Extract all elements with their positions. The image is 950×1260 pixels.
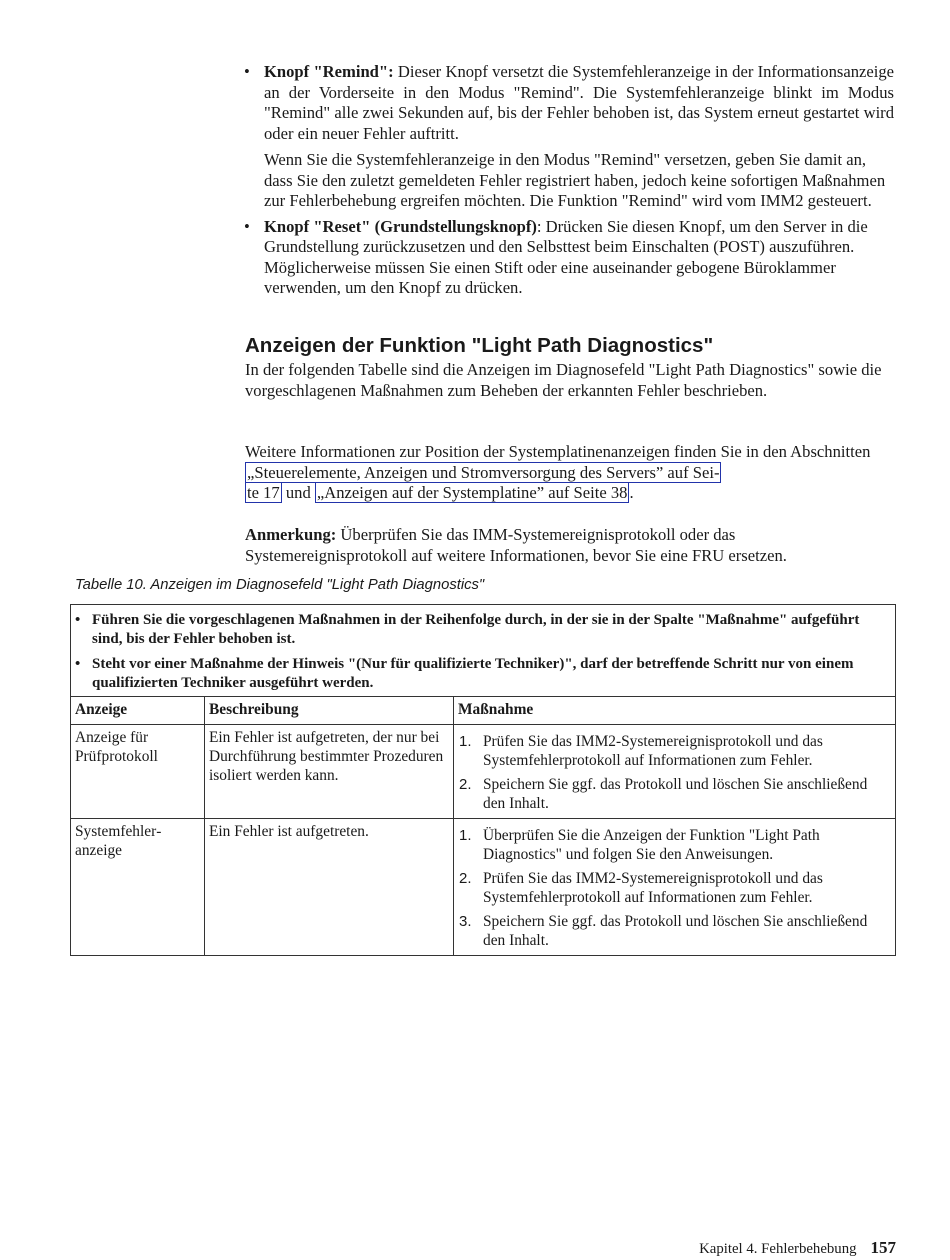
table-row	[71, 819, 896, 956]
description-cell: Ein Fehler ist aufgetreten, der nur bei Durchführung bestimmter Prozeduren isoliert werden kann.	[205, 725, 454, 819]
action-step: 3. Speichern Sie ggf. das Protokoll und löschen Sie anschließend den Inhalt.	[459, 913, 868, 949]
bullet-icon: •	[244, 62, 250, 81]
column-header-indicator: Anzeige	[71, 697, 205, 725]
action-cell	[454, 819, 896, 956]
table-row	[71, 725, 896, 819]
table-notes-row	[71, 605, 896, 697]
table-header-row	[71, 697, 896, 725]
remind-text: Dieser Knopf versetzt die Systemfehleranzeige in der Informationsanzeige an der Vorderseite in den Modus "Remind". Die Systemfehleranzeige blinkt im Modus "Remind" alle zwei Sekunden auf, bis der Fehler behoben ist, das System erneut gestartet wird oder ein neuer Fehler auftritt.	[264, 62, 894, 143]
note-paragraph	[245, 525, 895, 566]
list-item-reset	[244, 217, 894, 299]
more-info-suffix: .	[629, 483, 634, 502]
action-cell	[454, 725, 896, 819]
reset-text: : Drücken Sie diesen Knopf, um den Server in die Grundstellung zurückzusetzen und den Selbsttest beim Einschalten (POST) auszuführen. Möglicherweise müssen Sie einen Stift oder eine auseinander gebogene Büroklammer verwenden, um den Knopf zu drücken.	[264, 216, 868, 297]
diagnostics-table	[70, 604, 896, 956]
bullet-icon: •	[244, 216, 250, 236]
section-heading: Anzeigen der Funktion "Light Path Diagnostics"	[245, 334, 714, 357]
list-item-remind	[244, 62, 894, 212]
table-notes	[75, 611, 891, 693]
action-step: 1. Prüfen Sie das IMM2-Systemereignisprotokoll und das Systemfehlerprotokoll auf Informationen zum Fehler.	[459, 733, 823, 769]
bullet-icon: •	[75, 656, 81, 672]
section-intro: In der folgenden Tabelle sind die Anzeigen im Diagnosefeld "Light Path Diagnostics" sowie die vorgeschlagenen Maßnahmen zum Beheben der erkannten Fehler beschrieben.	[245, 360, 882, 400]
table-note: • Steht vor einer Maßnahme der Hinweis "(Nur für qualifizierte Techniker)", darf der betreffende Schritt nur von einem qualifizierten Techniker ausgeführt werden.	[75, 656, 854, 691]
table-caption: Tabelle 10. Anzeigen im Diagnosefeld "Light Path Diagnostics"	[75, 577, 485, 593]
action-step: 2. Speichern Sie ggf. das Protokoll und löschen Sie anschließend den Inhalt.	[459, 776, 868, 812]
more-info-prefix: Weitere Informationen zur Position der Systemplatinenanzeigen finden Sie in den Abschnitten	[245, 442, 871, 461]
page-footer	[699, 1238, 896, 1260]
description-cell: Ein Fehler ist aufgetreten.	[205, 819, 454, 956]
term-remind: Knopf "Remind":	[264, 62, 394, 81]
note-text: Überprüfen Sie das IMM-Systemereignisprotokoll oder das Systemereignisprotokoll auf weitere Informationen, bevor Sie eine FRU ersetzen.	[245, 525, 787, 565]
button-description-list	[244, 62, 894, 299]
action-step: 1. Überprüfen Sie die Anzeigen der Funktion "Light Path Diagnostics" und folgen Sie den Anweisungen.	[459, 827, 820, 863]
link-server-controls[interactable]: „Steuerelemente, Anzeigen und Stromversorgung des Servers” auf Sei-	[247, 462, 720, 482]
link-system-board-leds[interactable]: „Anzeigen auf der Systemplatine” auf Seite 38	[316, 483, 628, 502]
column-header-action: Maßnahme	[454, 697, 896, 725]
more-info-paragraph	[245, 442, 895, 504]
indicator-cell: Systemfehleranzeige	[71, 819, 205, 956]
more-info-mid: und	[281, 483, 315, 502]
column-header-description: Beschreibung	[205, 697, 454, 725]
link-server-controls-page[interactable]: te 17	[247, 483, 280, 502]
note-label: Anmerkung:	[245, 525, 337, 544]
bullet-icon: •	[75, 612, 81, 628]
chapter-title: Kapitel 4. Fehlerbehebung	[699, 1241, 857, 1257]
page-number: 157	[870, 1238, 896, 1257]
remind-extra: Wenn Sie die Systemfehleranzeige in den Modus "Remind" versetzen, geben Sie damit an, dass Sie den zuletzt gemeldeten Fehler registriert haben, jedoch keine sofortigen Maßnahmen zur Fehlerbehebung ergreifen möchten. Die Funktion "Remind" wird vom IMM2 gesteuert.	[264, 150, 886, 210]
action-step: 2. Prüfen Sie das IMM2-Systemereignisprotokoll und das Systemfehlerprotokoll auf Informationen zum Fehler.	[459, 870, 823, 906]
term-reset: Knopf "Reset" (Grundstellungsknopf)	[264, 216, 537, 236]
indicator-cell: Anzeige für Prüfprotokoll	[71, 725, 205, 819]
table-note: • Führen Sie die vorgeschlagenen Maßnahmen in der Reihenfolge durch, in der sie in der Spalte "Maßnahme" aufgeführt sind, bis der Fehler behoben ist.	[75, 612, 860, 647]
